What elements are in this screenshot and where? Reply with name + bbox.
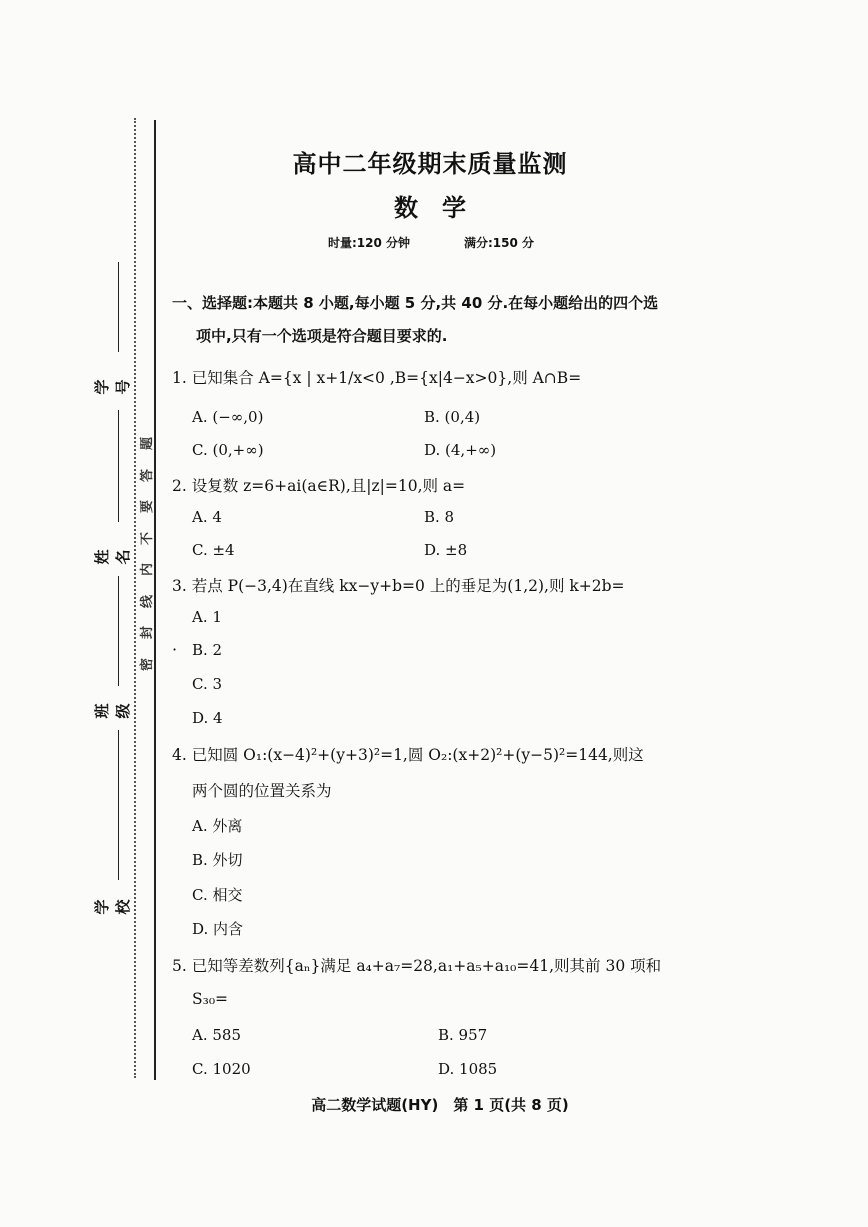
question-2-option-a: A. 4 <box>192 508 222 526</box>
exam-title: 高中二年级期末质量监测 <box>292 150 568 178</box>
question-2-option-c: C. ±4 <box>192 541 235 559</box>
question-5-option-d: D. 1085 <box>438 1060 498 1078</box>
question-2-option-b: B. 8 <box>424 508 455 526</box>
page-footer: 高二数学试题(HY) 第 1 页(共 8 页) <box>311 1096 569 1114</box>
question-3-option-a: A. 1 <box>192 608 222 626</box>
question-3-option-c: C. 3 <box>192 675 223 693</box>
question-5-option-a: A. 585 <box>192 1026 241 1044</box>
question-1-option-b: B. (0,4) <box>424 408 481 426</box>
question-4-option-d: D. 内含 <box>192 920 244 938</box>
question-5-stem-cont: S₃₀= <box>192 990 229 1008</box>
question-4-option-c: C. 相交 <box>192 886 243 904</box>
question-5-option-b: B. 957 <box>438 1026 488 1044</box>
question-5-option-c: C. 1020 <box>192 1060 251 1078</box>
school-blank <box>118 730 119 880</box>
class-blank <box>118 576 119 686</box>
question-1-stem: 1. 已知集合 A={x | x+1/x<0 ,B={x|4−x>0},则 A∩B= <box>172 369 582 387</box>
class-label: 班级 <box>93 703 132 719</box>
question-2-stem: 2. 设复数 z=6+ai(a∈R),且|z|=10,则 a= <box>172 477 466 495</box>
question-4-stem: 4. 已知圆 O₁:(x−4)²+(y+3)²=1,圆 O₂:(x+2)²+(y−5)²=144,则这 <box>172 746 644 764</box>
student-id-label: 学号 <box>93 379 132 395</box>
question-5-stem: 5. 已知等差数列{aₙ}满足 a₄+a₇=28,a₁+a₅+a₁₀=41,则其前 30 项和 <box>172 957 662 975</box>
question-3-option-d: D. 4 <box>192 709 223 727</box>
name-blank <box>118 410 119 522</box>
school-label: 学校 <box>93 899 132 915</box>
question-3-stem: 3. 若点 P(−3,4)在直线 kx−y+b=0 上的垂足为(1,2),则 k+2b= <box>172 577 625 595</box>
question-4-stem-cont: 两个圆的位置关系为 <box>192 782 332 800</box>
subject-title: 数 学 <box>394 194 466 222</box>
question-4-option-a: A. 外离 <box>192 817 243 835</box>
time-limit: 时量:120 分钟 <box>328 236 411 250</box>
question-1-option-d: D. (4,+∞) <box>424 441 497 459</box>
ink-speck: · <box>172 640 178 659</box>
section-instruction-line1: 一、选择题:本题共 8 小题,每小题 5 分,共 40 分.在每小题给出的四个选 <box>172 294 659 312</box>
name-label: 姓名 <box>93 549 132 565</box>
question-3-option-b: B. 2 <box>192 641 223 659</box>
seal-notice: 题 答 要 不 内 线 封 密 <box>140 437 156 671</box>
full-score: 满分:150 分 <box>464 236 535 250</box>
question-1-option-a: A. (−∞,0) <box>192 408 264 426</box>
question-4-option-b: B. 外切 <box>192 851 243 869</box>
question-2-option-d: D. ±8 <box>424 541 468 559</box>
question-1-option-c: C. (0,+∞) <box>192 441 264 459</box>
section-instruction-line2: 项中,只有一个选项是符合题目要求的. <box>196 327 448 345</box>
student-id-blank <box>118 262 119 352</box>
